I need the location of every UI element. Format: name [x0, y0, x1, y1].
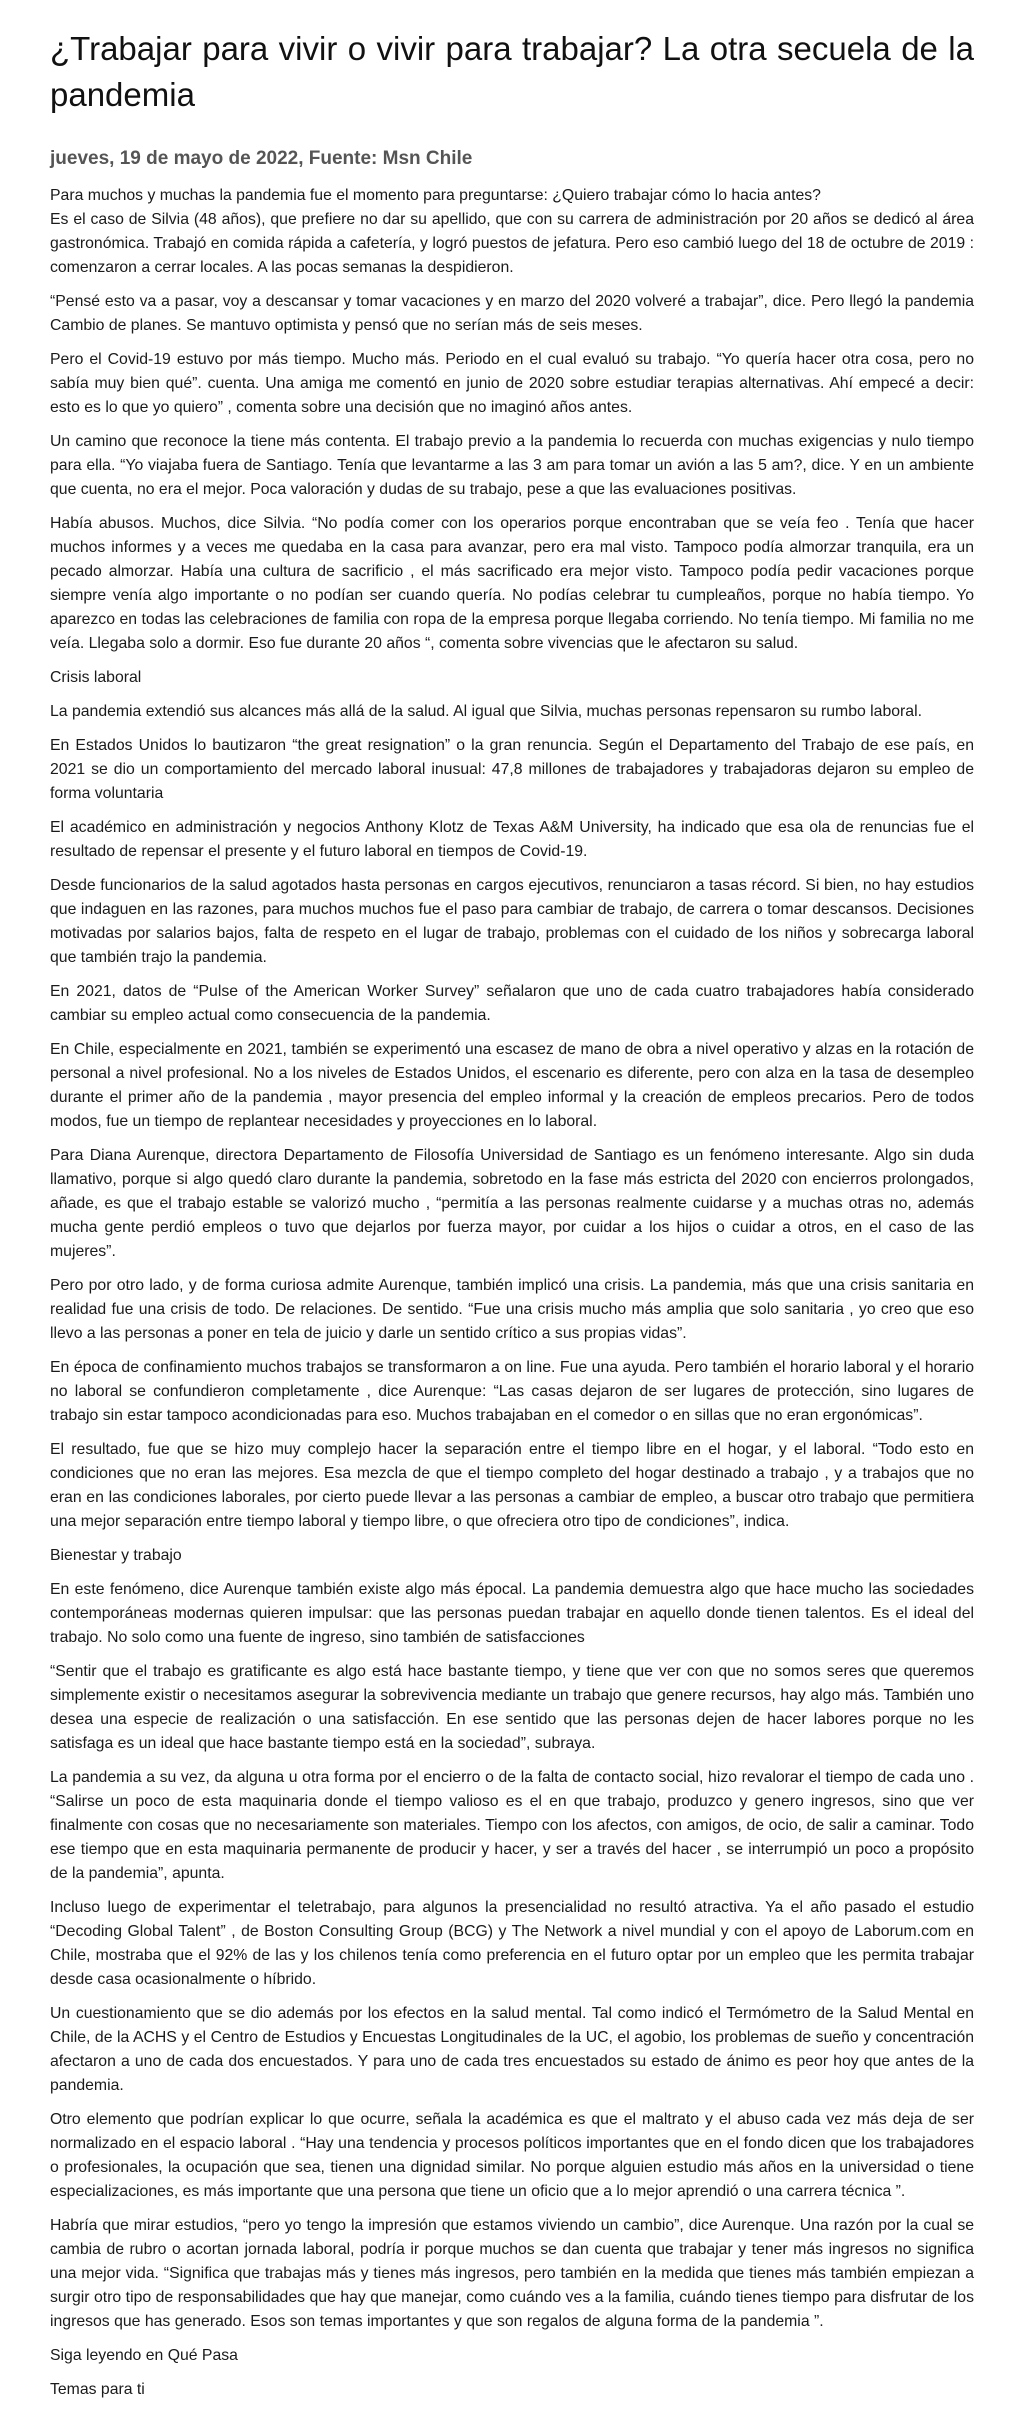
continue-reading-link[interactable]: Siga leyendo en Qué Pasa	[50, 2346, 238, 2364]
paragraph: Es el caso de Silvia (48 años), que prefiere no dar su apellido, que con su carrera de administración por 20 años se dedicó al área gastronómica. Trabajó en comida rápida a cafetería, y logró puestos de jefatura. Pero eso cambió luego del 18 de octubre de 2019 : comenzaron a cerrar locales. A las pocas semanas la despidieron.	[50, 210, 974, 276]
paragraph: Un cuestionamiento que se dio además por los efectos en la salud mental. Tal como indicó el Termómetro de la Salud Mental en Chile, de la ACHS y el Centro de Estudios y Encuestas Longitudinales de la UC, el agobio, los problemas de sueño y concentración afectaron a uno de cada dos encuestados. Y para uno de cada tres encuestados su estado de ánimo es peor hoy que antes de la pandemia.	[50, 2004, 974, 2094]
paragraph: Para Diana Aurenque, directora Departamento de Filosofía Universidad de Santiago es un fenómeno interesante. Algo sin duda llamativo, porque si algo quedó claro durante la pandemia, sobretodo en la fase más estricta del 2020 con encierros prolongados, añade, es que el trabajo estable se valorizó mucho , “permitía a las personas realmente cuidarse y a muchas otras no, además mucha gente perdió empleos o tuvo que dejarlos por fuerza mayor, por cuidar a los hijos o cuidar a otros, en el caso de las mujeres”.	[50, 1146, 974, 1260]
paragraph: Desde funcionarios de la salud agotados hasta personas en cargos ejecutivos, renunciaron a tasas récord. Si bien, no hay estudios que indaguen en las razones, para muchos muchos fue el paso para cambiar de trabajo, de carrera o tomar descansos. Decisiones motivadas por salarios bajos, falta de respeto en el lugar de trabajo, problemas con el cuidado de los niños y sobrecarga laboral que también trajo la pandemia.	[50, 876, 974, 966]
paragraph: En Chile, especialmente en 2021, también se experimentó una escasez de mano de obra a nivel operativo y alzas en la rotación de personal a nivel profesional. No a los niveles de Estados Unidos, el escenario es diferente, pero con alza en la tasa de desempleo durante el primer año de la pandemia , mayor presencia del empleo informal y la creación de empleos precarios. Pero de todos modos, fue un tiempo de replantear necesidades y proyecciones en lo laboral.	[50, 1040, 974, 1130]
paragraph: “Sentir que el trabajo es gratificante es algo está hace bastante tiempo, y tiene que ver con que no somos seres que queremos simplemente existir o necesitamos asegurar la sobrevivencia mediante un trabajo que genere recursos, hay algo más. También uno desea una especie de realización o una satisfacción. En ese sentido que las personas dejen de hacer labores porque no les satisfaga es un ideal que hace bastante tiempo está en la sociedad”, subraya.	[50, 1662, 974, 1752]
paragraph: El académico en administración y negocios Anthony Klotz de Texas A&M University, ha indicado que esa ola de renuncias fue el resultado de repensar el presente y el futuro laboral en tiempos de Covid-19.	[50, 818, 974, 860]
paragraph: La pandemia a su vez, da alguna u otra forma por el encierro o de la falta de contacto social, hizo revalorar el tiempo de cada uno . “Salirse un poco de esta maquinaria donde el tiempo valioso es el en que trabajo, produzco y genero ingresos, sino que ver finalmente con cosas que no necesariamente son materiales. Tiempo con los afectos, con amigos, de ocio, de salir a caminar. Todo ese tiempo que en esta maquinaria permanente de producir y hacer, y ser a través del hacer , se interrumpió un poco a propósito de la pandemia”, apunta.	[50, 1768, 974, 1882]
article-date-source: jueves, 19 de mayo de 2022, Fuente: Msn Chile	[50, 148, 473, 170]
article-title: ¿Trabajar para vivir o vivir para trabajar? La otra secuela de la pandemia	[50, 30, 974, 113]
paragraph: Para muchos y muchas la pandemia fue el momento para preguntarse: ¿Quiero trabajar cómo lo hacia antes?	[50, 186, 821, 204]
paragraph: En época de confinamiento muchos trabajos se transformaron a on line. Fue una ayuda. Pero también el horario laboral y el horario no laboral se confundieron completamente , dice Aurenque: “Las casas dejaron de ser lugares de protección, sino lugares de trabajo sin estar tampoco acondicionadas para eso. Muchos trabajaban en el comedor o en sillas que no eran ergonómicas”.	[50, 1358, 974, 1424]
paragraph: “Pensé esto va a pasar, voy a descansar y tomar vacaciones y en marzo del 2020 volveré a trabajar”, dice. Pero llegó la pandemia Cambio de planes. Se mantuvo optimista y pensó que no serían más de seis meses.	[50, 292, 974, 334]
section-heading: Crisis laboral	[50, 668, 142, 686]
article-body	[50, 184, 974, 2402]
paragraph: Pero por otro lado, y de forma curiosa admite Aurenque, también implicó una crisis. La pandemia, más que una crisis sanitaria en realidad fue una crisis de todo. De relaciones. De sentido. “Fue una crisis mucho más amplia que solo sanitaria , yo creo que eso llevo a las personas a poner en tela de juicio y darle un sentido crítico a sus propias vidas”.	[50, 1276, 974, 1342]
topics-for-you-link[interactable]: Temas para ti	[50, 2380, 145, 2398]
paragraph: Un camino que reconoce la tiene más contenta. El trabajo previo a la pandemia lo recuerda con muchas exigencias y nulo tiempo para ella. “Yo viajaba fuera de Santiago. Tenía que levantarme a las 3 am para tomar un avión a las 5 am?, dice. Y en un ambiente que cuenta, no era el mejor. Poca valoración y dudas de su trabajo, pese a que las evaluaciones positivas.	[50, 432, 974, 498]
paragraph: La pandemia extendió sus alcances más allá de la salud. Al igual que Silvia, muchas personas repensaron su rumbo laboral.	[50, 702, 922, 720]
paragraph: En este fenómeno, dice Aurenque también existe algo más épocal. La pandemia demuestra algo que hace mucho las sociedades contemporáneas modernas quieren impulsar: que las personas puedan trabajar en aquello donde tienen talentos. Es el ideal del trabajo. No solo como una fuente de ingreso, sino también de satisfacciones	[50, 1580, 974, 1646]
paragraph: En 2021, datos de “Pulse of the American Worker Survey” señalaron que uno de cada cuatro trabajadores había considerado cambiar su empleo actual como consecuencia de la pandemia.	[50, 982, 974, 1024]
paragraph: Habría que mirar estudios, “pero yo tengo la impresión que estamos viviendo un cambio”, dice Aurenque. Una razón por la cual se cambia de rubro o acortan jornada laboral, podría ir porque muchos se dan cuenta que trabajar y tener más ingresos no significa una mejor vida. “Significa que trabajas más y tienes más ingresos, pero también en la medida que tienes más también empiezan a surgir otro tipo de responsabilidades que hay que manejar, como cuándo ves a la familia, cuándo tienes tiempo para disfrutar de los ingresos que has generado. Esos son temas importantes y que son regalos de alguna forma de la pandemia ”.	[50, 2216, 974, 2330]
paragraph: Otro elemento que podrían explicar lo que ocurre, señala la académica es que el maltrato y el abuso cada vez más deja de ser normalizado en el espacio laboral . “Hay una tendencia y procesos políticos importantes que en el fondo dicen que los trabajadores o profesionales, la ocupación que sea, tienen una dignidad similar. No porque alguien estudio más años en la universidad o tiene especializaciones, es más importante que una persona que tiene un oficio que a lo mejor aprendió o una carrera técnica ”.	[50, 2110, 974, 2200]
paragraph: Incluso luego de experimentar el teletrabajo, para algunos la presencialidad no resultó atractiva. Ya el año pasado el estudio “Decoding Global Talent” , de Boston Consulting Group (BCG) y The Network a nivel mundial y con el apoyo de Laborum.com en Chile, mostraba que el 92% de las y los chilenos tenía como preferencia en el futuro optar por un empleo que les permita trabajar desde casa ocasionalmente o híbrido.	[50, 1898, 974, 1988]
section-heading: Bienestar y trabajo	[50, 1546, 182, 1564]
paragraph: Había abusos. Muchos, dice Silvia. “No podía comer con los operarios porque encontraban que se veía feo . Tenía que hacer muchos informes y a veces me quedaba en la casa para avanzar, pero era mal visto. Tampoco podía almorzar tranquila, era un pecado almorzar. Había una cultura de sacrificio , el más sacrificado era mejor visto. Tampoco podía pedir vacaciones porque siempre venía algo importante o no podían ser cuando quería. No podías celebrar tu cumpleaños, porque no había tiempo. Yo aparezco en todas las celebraciones de familia con ropa de la empresa porque llegaba corriendo. No tenía tiempo. Mi familia no me veía. Llegaba solo a dormir. Eso fue durante 20 años “, comenta sobre vivencias que le afectaron su salud.	[50, 514, 974, 652]
paragraph: Pero el Covid-19 estuvo por más tiempo. Mucho más. Periodo en el cual evaluó su trabajo. “Yo quería hacer otra cosa, pero no sabía muy bien qué”. cuenta. Una amiga me comentó en junio de 2020 sobre estudiar terapias alternativas. Ahí empecé a decir: esto es lo que yo quiero” , comenta sobre una decisión que no imaginó años antes.	[50, 350, 974, 416]
paragraph: El resultado, fue que se hizo muy complejo hacer la separación entre el tiempo libre en el hogar, y el laboral. “Todo esto en condiciones que no eran las mejores. Esa mezcla de que el tiempo completo del hogar destinado a trabajo , y a trabajos que no eran en las condiciones laborales, por cierto puede llevar a las personas a cambiar de empleo, a buscar otro trabajo que permitiera una mejor separación entre tiempo laboral y tiempo libre, o que ofreciera otro tipo de condiciones”, indica.	[50, 1440, 974, 1530]
paragraph: En Estados Unidos lo bautizaron “the great resignation” o la gran renuncia. Según el Departamento del Trabajo de ese país, en 2021 se dio un comportamiento del mercado laboral inusual: 47,8 millones de trabajadores y trabajadoras dejaron su empleo de forma voluntaria	[50, 736, 974, 802]
